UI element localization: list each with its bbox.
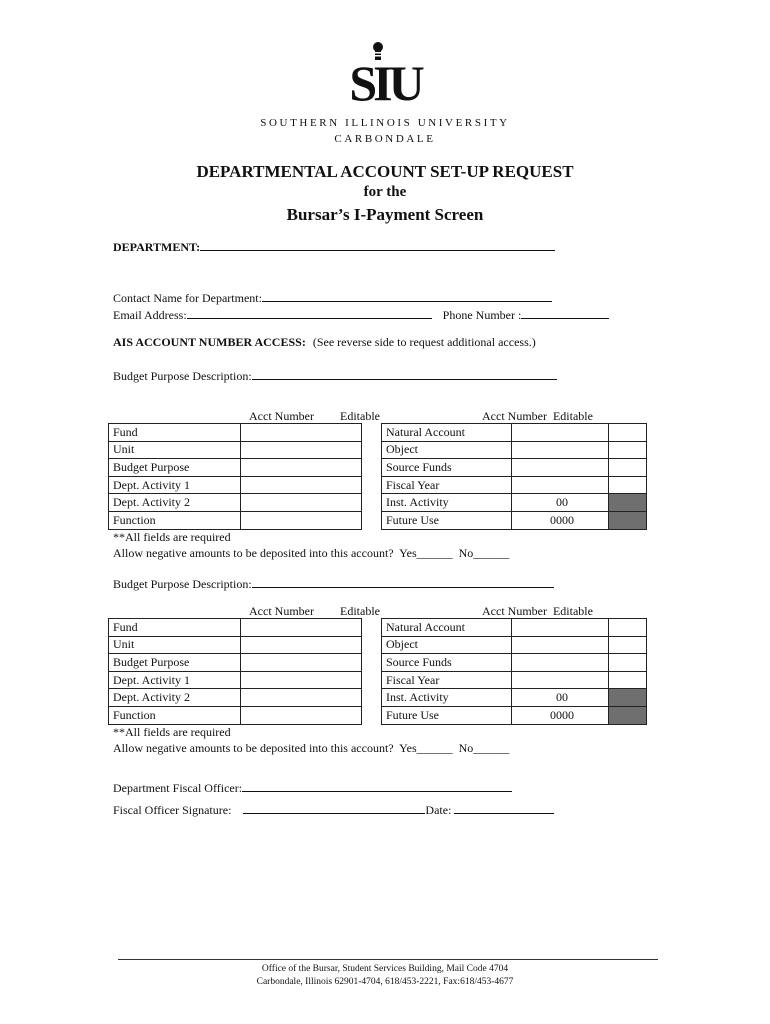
table-row xyxy=(109,511,647,529)
col-acct-number: Acct Number xyxy=(249,604,314,618)
phone-label: Phone Number : xyxy=(442,308,522,322)
row-label: Fiscal Year xyxy=(382,476,512,494)
table-row xyxy=(109,706,647,724)
footer-rule xyxy=(118,959,658,960)
row-label: Function xyxy=(109,706,241,724)
row-label: Future Use xyxy=(382,706,512,724)
acct-cell[interactable] xyxy=(512,636,609,654)
budget-purpose-row-2 xyxy=(113,575,554,592)
table-row xyxy=(109,494,647,512)
row-label: Budget Purpose xyxy=(109,459,241,477)
acct-cell[interactable] xyxy=(241,654,362,672)
department-label: DEPARTMENT: xyxy=(113,240,201,254)
acct-cell: 0000 xyxy=(512,706,609,724)
negative-amount-question-2: Allow negative amounts to be deposited into this account? Yes______ No______ xyxy=(113,741,510,755)
footer-address-2: Carbondale, Illinois 62901-4704, 618/453-2221, Fax:618/453-4677 xyxy=(256,977,514,987)
acct-cell[interactable] xyxy=(512,654,609,672)
signature-row xyxy=(113,801,554,818)
budget-purpose-field[interactable] xyxy=(252,575,554,588)
editable-cell-disabled xyxy=(609,494,647,512)
acct-cell[interactable] xyxy=(512,619,609,637)
table-row xyxy=(109,689,647,707)
account-table-2 xyxy=(108,618,647,725)
acct-cell[interactable] xyxy=(241,689,362,707)
budget-purpose-field[interactable] xyxy=(252,367,557,380)
row-label: Dept. Activity 2 xyxy=(109,494,241,512)
row-label: Natural Account xyxy=(382,619,512,637)
row-label: Natural Account xyxy=(382,424,512,442)
acct-cell[interactable] xyxy=(512,459,609,477)
row-label: Unit xyxy=(109,441,241,459)
fiscal-officer-label: Department Fiscal Officer: xyxy=(113,781,243,795)
acct-cell: 00 xyxy=(512,689,609,707)
table-row xyxy=(109,654,647,672)
email-label: Email Address: xyxy=(113,308,187,322)
editable-cell[interactable] xyxy=(609,424,647,442)
row-label: Object xyxy=(382,441,512,459)
phone-field[interactable] xyxy=(521,306,609,319)
table-row xyxy=(109,441,647,459)
acct-cell[interactable] xyxy=(241,441,362,459)
row-label: Unit xyxy=(109,636,241,654)
editable-cell-disabled xyxy=(609,689,647,707)
email-field[interactable] xyxy=(187,306,432,319)
date-field[interactable] xyxy=(454,801,554,814)
table-row xyxy=(109,459,647,477)
negative-amount-question-1: Allow negative amounts to be deposited into this account? Yes______ No______ xyxy=(113,546,510,560)
row-label: Budget Purpose xyxy=(109,654,241,672)
col-editable: Editable xyxy=(340,604,380,618)
contact-field[interactable] xyxy=(262,289,552,302)
acct-cell[interactable] xyxy=(512,441,609,459)
acct-cell[interactable] xyxy=(241,511,362,529)
acct-cell[interactable] xyxy=(241,671,362,689)
editable-cell[interactable] xyxy=(609,654,647,672)
acct-cell: 0000 xyxy=(512,511,609,529)
fiscal-officer-field[interactable] xyxy=(242,779,512,792)
footer-address-1: Office of the Bursar, Student Services Building, Mail Code 4704 xyxy=(261,964,509,974)
acct-cell[interactable] xyxy=(512,424,609,442)
date-label: Date: xyxy=(425,803,452,817)
editable-cell[interactable] xyxy=(609,441,647,459)
acct-cell[interactable] xyxy=(241,636,362,654)
editable-cell-disabled xyxy=(609,511,647,529)
row-label: Source Funds xyxy=(382,459,512,477)
required-note-1: **All fields are required xyxy=(113,530,231,544)
budget-purpose-label: Budget Purpose Description: xyxy=(113,577,252,591)
email-row xyxy=(113,306,609,323)
col-acct-number: Acct Number xyxy=(249,409,314,423)
department-row xyxy=(113,238,555,255)
row-label: Inst. Activity xyxy=(382,494,512,512)
acct-cell[interactable] xyxy=(512,476,609,494)
form-title: DEPARTMENTAL ACCOUNT SET-UP REQUEST xyxy=(196,162,574,181)
acct-cell[interactable] xyxy=(512,671,609,689)
editable-cell[interactable] xyxy=(609,459,647,477)
department-field[interactable] xyxy=(200,238,555,251)
contact-label: Contact Name for Department: xyxy=(113,291,262,305)
form-subtitle-for: for the xyxy=(363,184,407,200)
fiscal-officer-row xyxy=(113,779,512,796)
siu-logo xyxy=(335,40,435,106)
row-label: Source Funds xyxy=(382,654,512,672)
table-row xyxy=(109,671,647,689)
editable-cell[interactable] xyxy=(609,671,647,689)
campus-name: CARBONDALE xyxy=(334,133,436,145)
form-subtitle: Bursar’s I-Payment Screen xyxy=(286,205,484,224)
editable-cell[interactable] xyxy=(609,636,647,654)
contact-row xyxy=(113,289,552,306)
acct-cell[interactable] xyxy=(241,476,362,494)
row-label: Inst. Activity xyxy=(382,689,512,707)
table-row xyxy=(109,619,647,637)
row-label: Dept. Activity 2 xyxy=(109,689,241,707)
acct-cell[interactable] xyxy=(241,619,362,637)
row-label: Function xyxy=(109,511,241,529)
signature-label: Fiscal Officer Signature: xyxy=(113,803,232,817)
editable-cell[interactable] xyxy=(609,476,647,494)
col-acct-number-editable: Acct Number Editable xyxy=(482,409,593,423)
row-label: Dept. Activity 1 xyxy=(109,671,241,689)
col-editable: Editable xyxy=(340,409,380,423)
signature-field[interactable] xyxy=(243,801,425,814)
table-row xyxy=(109,424,647,442)
col-acct-number-editable: Acct Number Editable xyxy=(482,604,593,618)
account-table-1 xyxy=(108,423,647,530)
row-label: Fiscal Year xyxy=(382,671,512,689)
acct-cell: 00 xyxy=(512,494,609,512)
row-label: Future Use xyxy=(382,511,512,529)
required-note-2: **All fields are required xyxy=(113,725,231,739)
ais-label: AIS ACCOUNT NUMBER ACCESS: xyxy=(113,335,306,349)
acct-cell[interactable] xyxy=(241,424,362,442)
ais-note: (See reverse side to request additional access.) xyxy=(312,335,536,349)
acct-cell[interactable] xyxy=(241,494,362,512)
table-row xyxy=(109,476,647,494)
row-label: Dept. Activity 1 xyxy=(109,476,241,494)
university-name: SOUTHERN ILLINOIS UNIVERSITY xyxy=(260,117,510,129)
table-row xyxy=(109,636,647,654)
svg-text:SIU: SIU xyxy=(349,55,421,106)
budget-purpose-row-1 xyxy=(113,367,557,384)
ais-row xyxy=(113,335,536,350)
row-label: Fund xyxy=(109,619,241,637)
editable-cell[interactable] xyxy=(609,619,647,637)
budget-purpose-label: Budget Purpose Description: xyxy=(113,369,252,383)
row-label: Fund xyxy=(109,424,241,442)
acct-cell[interactable] xyxy=(241,459,362,477)
editable-cell-disabled xyxy=(609,706,647,724)
row-label: Object xyxy=(382,636,512,654)
acct-cell[interactable] xyxy=(241,706,362,724)
